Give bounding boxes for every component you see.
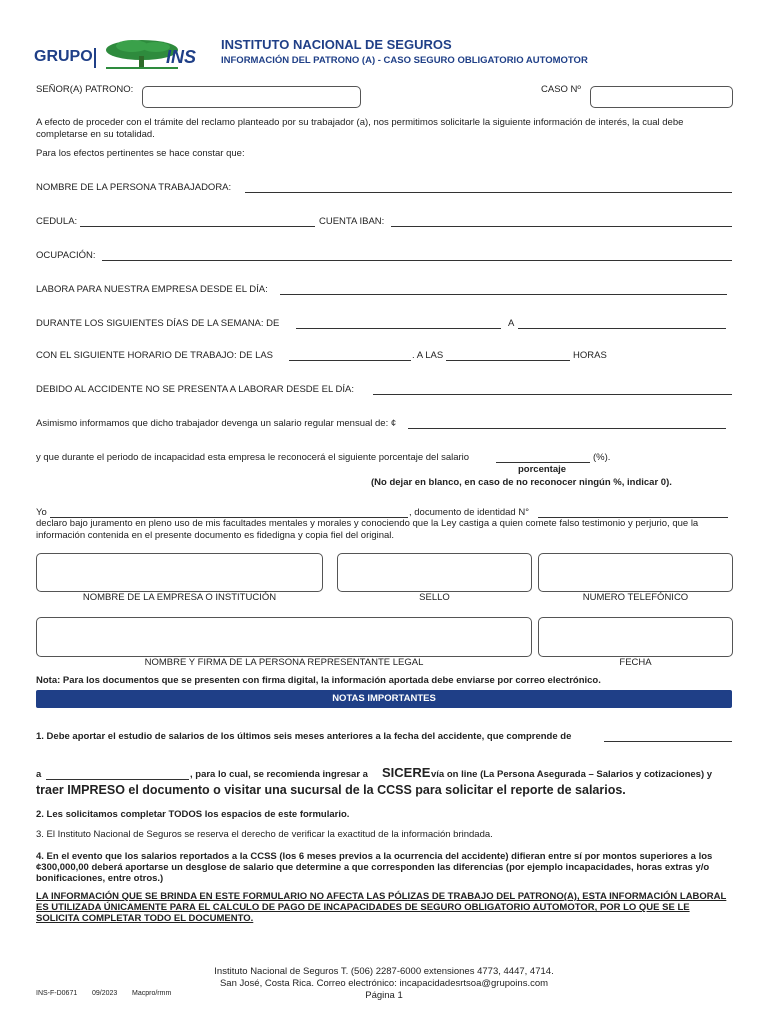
nota-firma-digital: Nota: Para los documentos que se presenten con firma digital, la información aportada debe enviarse por correo electrónico.	[36, 675, 601, 686]
horario-label: CON EL SIGUIENTE HORARIO DE TRABAJO: DE LAS	[36, 350, 274, 361]
nota-2: 2. Les solicitamos completar TODOS los espacios de este formulario.	[36, 809, 350, 820]
sello-caption: SELLO	[419, 592, 450, 603]
caso-input[interactable]	[590, 86, 733, 108]
footer-version: Macpro/rmm	[132, 990, 172, 997]
horario-a-label: . A LAS	[412, 350, 444, 361]
declaro-text: declaro bajo juramento en pleno uso de mis facultades mentales y morales y conociendo que la Ley castiga a quien comete falso testimonio y perjurio, que la información contenida en el presente documento es fidedigna y copia fiel del original.	[36, 518, 699, 541]
iban-label: CUENTA IBAN:	[319, 216, 385, 227]
nota-1-a: a	[36, 769, 42, 780]
patrono-label: SEÑOR(A) PATRONO:	[36, 84, 134, 95]
labora-label: LABORA PARA NUESTRA EMPRESA DESDE EL DÍA:	[36, 284, 268, 295]
logo-divider	[94, 48, 96, 68]
nota-1-desde-field[interactable]	[604, 741, 732, 742]
nombre-label: NOMBRE DE LA PERSONA TRABAJADORA:	[36, 182, 232, 193]
nota-1-cont1: , para lo cual, se recomienda ingresar a	[190, 769, 368, 780]
horario-hasta-field[interactable]	[446, 360, 570, 361]
nombre-field[interactable]	[245, 192, 732, 193]
nota-1-hasta-field[interactable]	[46, 779, 189, 780]
disclaimer: LA INFORMACIÓN QUE SE BRINDA EN ESTE FORMULARIO NO AFECTA LAS PÓLIZAS DE TRABAJO DEL PATRONO(A), ESTA INFORMACIÓN LABORAL ES UTILIZADA ÚNICAMENTE PARA EL CALCULO DE PAGO DE INCAPACIDADES DE SEGURO OBLIGATORIO AUTOMOTOR, POR LO QUE SE LE SOLICITA COMPLETAR TODO EL DOCUMENTO.	[36, 891, 727, 924]
nota-1-line2: traer IMPRESO el documento o visitar una sucursal de la CCSS para solicitar el reporte de salarios.	[36, 783, 626, 797]
notas-bar: NOTAS IMPORTANTES	[36, 690, 732, 708]
representante-box[interactable]	[36, 617, 532, 657]
footer-page: Página 1	[365, 990, 403, 1001]
telefono-caption: NUMERO TELEFÓNICO	[582, 592, 689, 603]
empresa-box[interactable]	[36, 553, 323, 592]
cedula-field[interactable]	[80, 226, 315, 227]
footer-date: 09/2023	[92, 990, 118, 997]
fecha-caption: FECHA	[619, 657, 652, 668]
accidente-field[interactable]	[373, 394, 732, 395]
iban-field[interactable]	[391, 226, 732, 227]
representante-caption: NOMBRE Y FIRMA DE LA PERSONA REPRESENTANTE LEGAL	[144, 657, 424, 668]
caso-label: CASO Nº	[541, 84, 581, 95]
logo-grupo-text: GRUPO	[34, 48, 93, 65]
footer-line2: San José, Costa Rica. Correo electrónico: incapacidadesrtsoa@grupoins.com	[219, 978, 549, 989]
ocupacion-label: OCUPACIÓN:	[36, 250, 96, 261]
salario-label: Asimismo informamos que dicho trabajador devenga un salario regular mensual de: ¢	[36, 418, 397, 429]
accidente-label: DEBIDO AL ACCIDENTE NO SE PRESENTA A LABORAR DESDE EL DÍA:	[36, 384, 354, 395]
documento-label: , documento de identidad N°	[409, 507, 529, 518]
dias-hasta-field[interactable]	[518, 328, 726, 329]
ocupacion-field[interactable]	[102, 260, 732, 261]
dias-desde-field[interactable]	[296, 328, 501, 329]
nota-1: 1. Debe aportar el estudio de salarios de los últimos seis meses anteriores a la fecha del accidente, que comprende de	[36, 731, 572, 742]
logo-ins-text: INS	[166, 47, 197, 67]
salario-field[interactable]	[408, 428, 726, 429]
cedula-label: CEDULA:	[36, 216, 78, 227]
porcentaje-text: y que durante el periodo de incapacidad esta empresa le reconocerá el siguiente porcentaje del salario	[36, 452, 470, 463]
nota-1-cont2: vía on line (La Persona Asegurada – Salarios y cotizaciones) y	[431, 769, 713, 780]
porcentaje-suffix: (%).	[593, 452, 611, 463]
porcentaje-note: (No dejar en blanco, en caso de no reconocer ningún %, indicar 0).	[371, 477, 672, 488]
nota-3: 3. El Instituto Nacional de Seguros se reserva el derecho de verificar la exactitud de la información brindada.	[36, 829, 493, 840]
header-subtitle: INFORMACIÓN DEL PATRONO (A) - CASO SEGURO OBLIGATORIO AUTOMOTOR	[221, 55, 588, 66]
horas-label: HORAS	[573, 350, 607, 361]
sicere-text: SICERE	[382, 765, 431, 780]
constar-text: Para los efectos pertinentes se hace constar que:	[36, 148, 245, 159]
header-title: INSTITUTO NACIONAL DE SEGUROS	[221, 37, 452, 52]
footer-code: INS-F-D0671	[36, 990, 78, 997]
dias-a-label: A	[508, 318, 515, 329]
yo-label: Yo	[36, 507, 47, 518]
porcentaje-caption: porcentaje	[518, 464, 567, 475]
empresa-caption: NOMBRE DE LA EMPRESA O INSTITUCIÓN	[82, 592, 277, 603]
patrono-input[interactable]	[142, 86, 361, 108]
footer-line1: Instituto Nacional de Seguros T. (506) 2287-6000 extensiones 4773, 4447, 4714.	[214, 966, 554, 977]
logo	[34, 38, 214, 72]
horario-desde-field[interactable]	[289, 360, 411, 361]
telefono-box[interactable]	[538, 553, 733, 592]
intro-text: A efecto de proceder con el trámite del reclamo planteado por su trabajador (a), nos permitimos solicitarle la siguiente información de interés, la cual debe completarse en su totalidad.	[36, 117, 684, 140]
nota-4: 4. En el evento que los salarios reportados a la CCSS (los 6 meses previos a la ocurrencia del accidente) difieran entre sí por montos superiores a los ¢300,000,00 deberá aportarse un desglose de salario que determine a que corresponden las diferencias (por ejemplo incapacidades, horas extras y/o bonificaciones, entre otros.)	[36, 851, 713, 884]
labora-field[interactable]	[280, 294, 727, 295]
sello-box[interactable]	[337, 553, 532, 592]
fecha-box[interactable]	[538, 617, 733, 657]
porcentaje-field[interactable]	[496, 462, 590, 463]
dias-label: DURANTE LOS SIGUIENTES DÍAS DE LA SEMANA: DE	[36, 318, 280, 329]
